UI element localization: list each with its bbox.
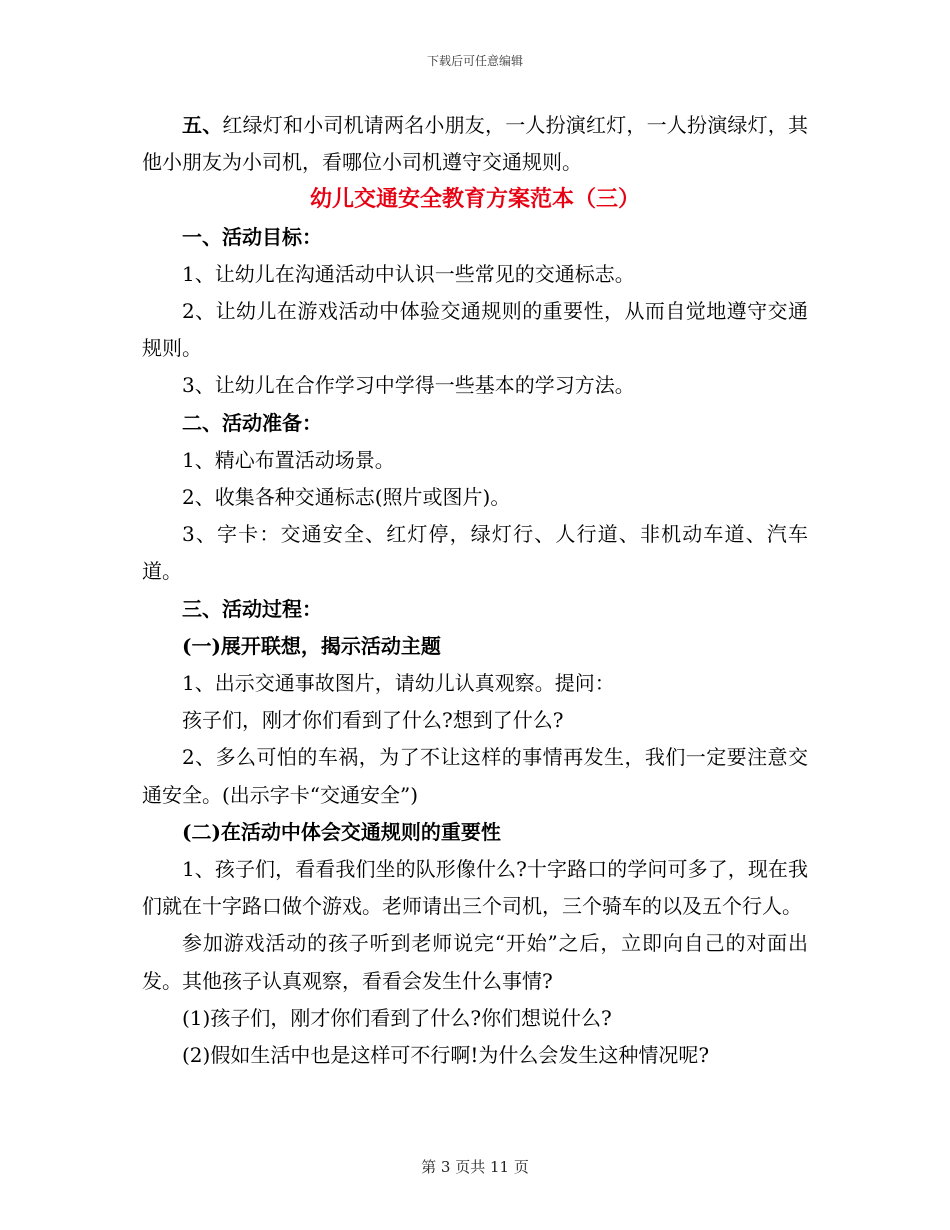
process-b1: 1、孩子们，看看我们坐的队形像什么?十字路口的学问可多了，现在我们就在十字路口做个游戏。老师请出三个司机，三个骑车的以及五个行人。 (142, 857, 808, 919)
heading-goals: 一、活动目标： (182, 224, 322, 249)
process-a1: 1、出示交通事故图片，请幼儿认真观察。提问： (182, 671, 615, 696)
goal-3: 3、让幼儿在合作学习中学得一些基本的学习方法。 (182, 373, 635, 398)
page-header: 下载后可任意编辑 (426, 54, 523, 68)
subheading-1: (一)展开联想，揭示活动主题 (182, 633, 441, 658)
goal-2: 2、让幼儿在游戏活动中体验交通规则的重要性，从而自觉地遵守交通规则。 (142, 299, 808, 361)
process-a3: 2、多么可怕的车祸，为了不让这样的事情再发生，我们一定要注意交通安全。(出示字卡“交通安全”) (142, 745, 808, 807)
subheading-2: (二)在活动中体会交通规则的重要性 (182, 819, 501, 844)
prep-2: 2、收集各种交通标志(照片或图片)。 (182, 485, 511, 510)
process-b2: 参加游戏活动的孩子听到老师说完“开始”之后，立即向自己的对面出发。其他孩子认真观察，看看会发生什么事情? (142, 931, 808, 993)
heading-preparation: 二、活动准备： (182, 410, 322, 435)
page-footer: 第 3 页共 11 页 (421, 1158, 529, 1176)
process-b4: (2)假如生活中也是这样可不行啊!为什么会发生这种情况呢? (182, 1043, 710, 1068)
paragraph-five (142, 107, 808, 181)
goal-1: 1、让幼儿在沟通活动中认识一些常见的交通标志。 (182, 261, 635, 286)
process-b3: (1)孩子们，刚才你们看到了什么?你们想说什么? (182, 1005, 612, 1030)
prep-1: 1、精心布置活动场景。 (182, 447, 395, 472)
paragraph-five-text: 红绿灯和小司机请两名小朋友，一人扮演红灯，一人扮演绿灯，其他小朋友为小司机，看哪位小司机遵守交通规则。 (142, 113, 809, 175)
paragraph-five-lead: 五、 (182, 113, 223, 137)
heading-process: 三、活动过程： (182, 596, 322, 621)
process-a2: 孩子们，刚才你们看到了什么?想到了什么? (182, 708, 564, 733)
prep-3: 3、字卡：交通安全、红灯停，绿灯行、人行道、非机动车道、汽车道。 (142, 522, 808, 584)
section-title: 幼儿交通安全教育方案范本（三） (309, 186, 640, 213)
document-body (142, 107, 808, 1074)
